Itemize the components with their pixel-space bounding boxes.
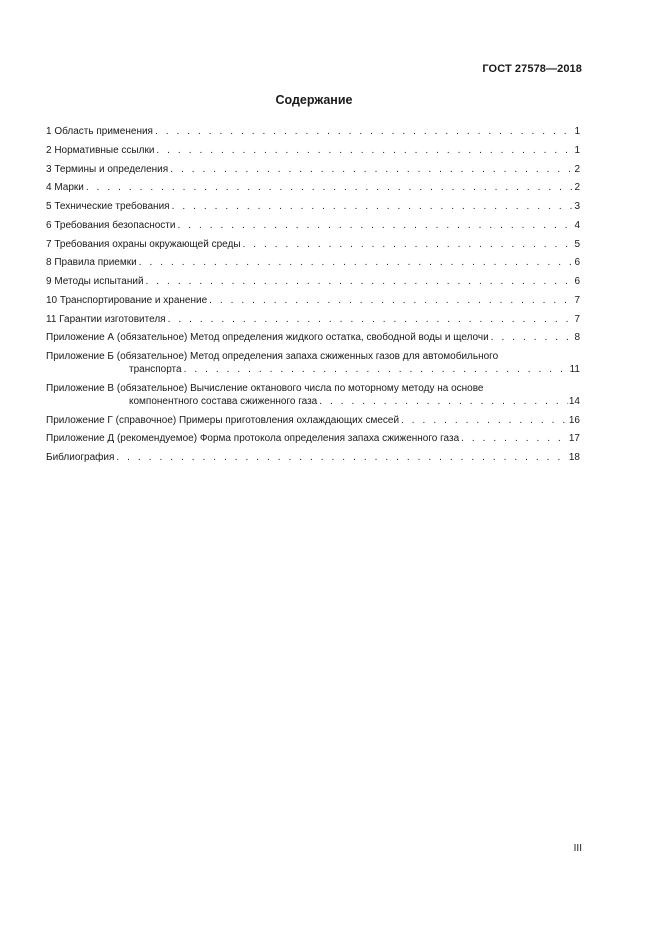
- toc-entry-page: 1: [574, 126, 580, 137]
- toc-entry-page: 5: [574, 238, 580, 250]
- toc-entry-title: 9 Методы испытаний: [46, 276, 144, 287]
- table-of-contents: [46, 125, 580, 470]
- toc-entry-title: 11 Гарантии изготовителя: [46, 313, 166, 325]
- toc-entry-page: 16: [568, 414, 580, 426]
- toc-entry-title: 10 Транспортирование и хранение: [46, 294, 208, 306]
- toc-entry[interactable]: [46, 200, 580, 213]
- toc-entry-page: 8: [574, 332, 580, 344]
- toc-entry[interactable]: [46, 382, 580, 408]
- toc-entry-page: 14: [568, 395, 580, 407]
- dot-leader: [319, 395, 568, 408]
- dot-leader: [170, 163, 573, 176]
- toc-entry-page: 7: [574, 294, 580, 306]
- toc-entry-page: 6: [574, 276, 580, 287]
- dot-leader: [461, 432, 568, 445]
- dot-leader: [139, 256, 574, 269]
- toc-entry[interactable]: [46, 256, 580, 269]
- toc-heading: Содержание: [275, 93, 353, 107]
- toc-entry[interactable]: [46, 238, 580, 251]
- page-number: III: [573, 843, 582, 854]
- toc-entry-page: 2: [574, 182, 580, 194]
- toc-entry[interactable]: [46, 181, 580, 194]
- toc-entry-page: 6: [574, 257, 580, 269]
- toc-entry-title: 6 Требования безопасности: [46, 219, 176, 231]
- toc-entry[interactable]: [46, 313, 580, 326]
- toc-entry[interactable]: [46, 163, 580, 176]
- toc-entry-title: Приложение Б (обязательное) Метод определения запаха сжиженных газов для автомобильного: [46, 351, 499, 362]
- dot-leader: [401, 414, 568, 427]
- toc-entry-title: 5 Технические требования: [46, 201, 170, 212]
- toc-entry-title: 1 Область применения: [46, 126, 153, 137]
- dot-leader: [177, 219, 573, 232]
- dot-leader: [168, 313, 574, 326]
- toc-entry-title: 8 Правила приемки: [46, 257, 137, 269]
- toc-entry[interactable]: [46, 275, 580, 288]
- toc-entry-page: 1: [574, 144, 580, 156]
- dot-leader: [86, 181, 574, 194]
- dot-leader: [172, 200, 574, 213]
- toc-entry-title: компонентного состава сжиженного газа: [129, 395, 318, 407]
- toc-entry-title: 3 Термины и определения: [46, 163, 169, 175]
- toc-entry-page: 17: [568, 433, 580, 445]
- toc-entry-page: 4: [574, 219, 580, 231]
- dot-leader: [243, 238, 574, 251]
- toc-entry[interactable]: [46, 432, 580, 445]
- dot-leader: [209, 294, 573, 307]
- toc-entry-title: Приложение Г (справочное) Примеры приготовления охлаждающих смесей: [46, 414, 400, 426]
- dot-leader: [184, 363, 569, 376]
- toc-entry[interactable]: [46, 125, 580, 138]
- dot-leader: [491, 331, 574, 344]
- toc-entry-page: 3: [574, 201, 580, 212]
- toc-entry-title: 7 Требования охраны окружающей среды: [46, 238, 241, 250]
- toc-entry[interactable]: [46, 294, 580, 307]
- toc-entry[interactable]: [46, 144, 580, 157]
- toc-entry-title: Библиография: [46, 452, 115, 463]
- toc-entry-title: Приложение А (обязательное) Метод определения жидкого остатка, свободной воды и щелочи: [46, 332, 489, 344]
- document-code: ГОСТ 27578—2018: [482, 63, 582, 75]
- toc-entry[interactable]: [46, 451, 580, 464]
- toc-entry-title: 2 Нормативные ссылки: [46, 144, 155, 156]
- toc-entry-title: Приложение В (обязательное) Вычисление октанового числа по моторному методу на основе: [46, 382, 484, 394]
- toc-entry[interactable]: [46, 331, 580, 344]
- toc-entry-page: 2: [574, 163, 580, 175]
- toc-entry[interactable]: [46, 414, 580, 427]
- toc-entry-title: 4 Марки: [46, 182, 84, 194]
- dot-leader: [156, 144, 573, 157]
- toc-entry-title: Приложение Д (рекомендуемое) Форма протокола определения запаха сжиженного газа: [46, 433, 460, 445]
- toc-entry-page: 18: [568, 452, 580, 463]
- dot-leader: [155, 125, 573, 138]
- toc-entry-title: транспорта: [129, 364, 182, 375]
- toc-entry[interactable]: [46, 219, 580, 232]
- toc-entry-page: 11: [569, 364, 580, 375]
- dot-leader: [146, 275, 574, 288]
- toc-entry[interactable]: [46, 350, 580, 376]
- dot-leader: [116, 451, 567, 464]
- toc-entry-page: 7: [574, 313, 580, 325]
